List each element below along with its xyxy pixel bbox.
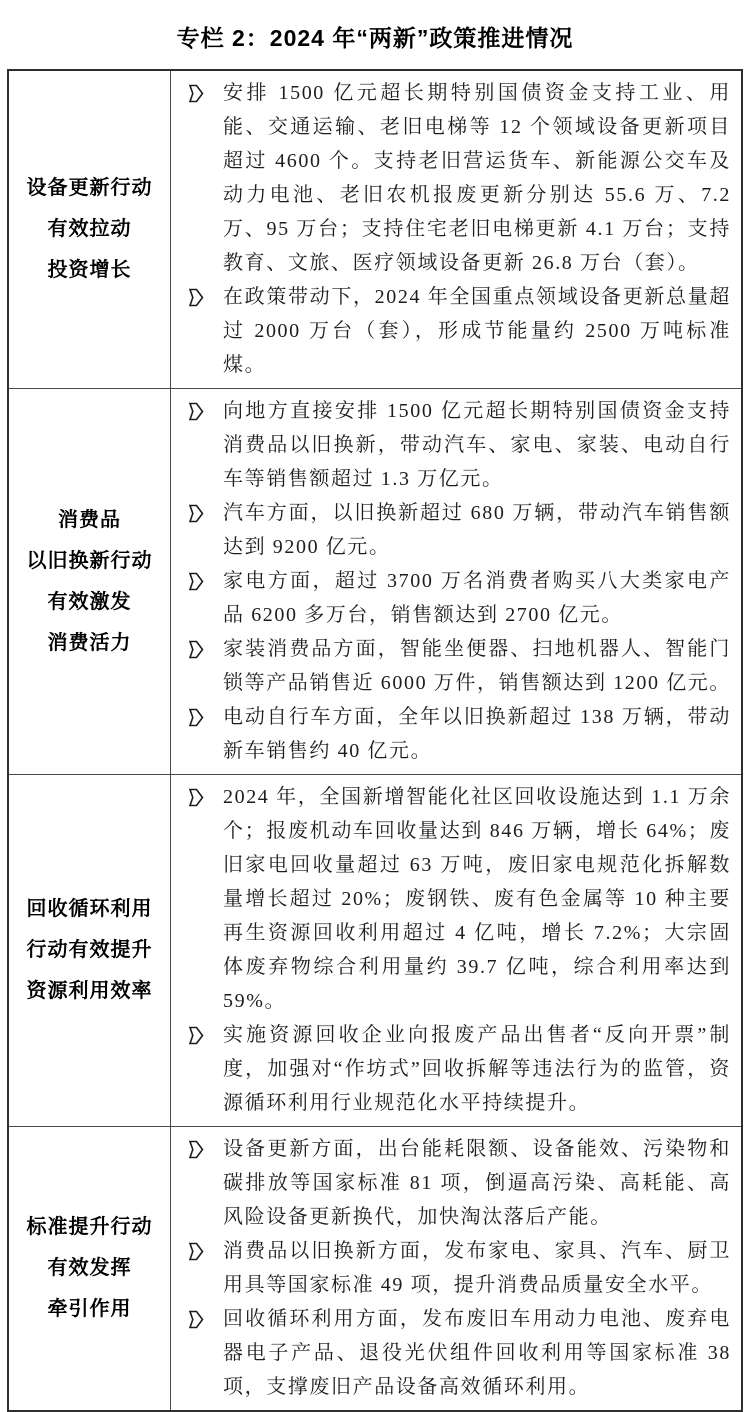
row-header-cell bbox=[9, 775, 171, 1126]
arrow-bullet-icon bbox=[187, 1139, 204, 1160]
arrow-bullet-icon bbox=[187, 1241, 204, 1262]
item-text: 2024 年，全国新增智能化社区回收设施达到 1.1 万余个；报废机动车回收量达到 846 万辆，增长 64%；废旧家电回收量超过 63 万吨，废旧家电规范化拆解数量增长超过 20%；废钢铁、废有色金属等 10 种主要再生资源回收利用超过 4 亿吨，增长 7.2%；大宗固体废弃物综合利用量约 39.7 亿吨，综合利用率达到 59%。 bbox=[223, 786, 731, 1012]
row-items bbox=[171, 71, 741, 388]
table-row bbox=[9, 1126, 741, 1410]
policy-table bbox=[7, 69, 743, 1412]
row-header-cell bbox=[9, 71, 171, 388]
arrow-bullet-icon bbox=[187, 1025, 204, 1046]
row-items bbox=[171, 389, 741, 774]
arrow-bullet-icon bbox=[187, 401, 204, 422]
list-item bbox=[187, 280, 731, 382]
item-text: 在政策带动下，2024 年全国重点领域设备更新总量超过 2000 万台（套），形成节能量约 2500 万吨标准煤。 bbox=[223, 286, 731, 376]
table-row bbox=[9, 388, 741, 774]
table-row bbox=[9, 774, 741, 1126]
arrow-bullet-icon bbox=[187, 503, 204, 524]
row-header-cell bbox=[9, 389, 171, 774]
item-text: 汽车方面，以旧换新超过 680 万辆，带动汽车销售额达到 9200 亿元。 bbox=[223, 502, 731, 558]
list-item bbox=[187, 76, 731, 280]
item-text: 向地方直接安排 1500 亿元超长期特别国债资金支持消费品以旧换新，带动汽车、家电、家装、电动自行车等销售额超过 1.3 万亿元。 bbox=[223, 400, 731, 490]
arrow-bullet-icon bbox=[187, 1309, 204, 1330]
row-header-line: 消费活力 bbox=[47, 631, 132, 654]
item-text: 回收循环利用方面，发布废旧车用动力电池、废弃电器电子产品、退役光伏组件回收利用等国家标准 38 项，支撑废旧产品设备高效循环利用。 bbox=[223, 1308, 731, 1398]
item-text: 实施资源回收企业向报废产品出售者“反向开票”制度，加强对“作坊式”回收拆解等违法行为的监管，资源循环利用行业规范化水平持续提升。 bbox=[223, 1024, 731, 1114]
list-item bbox=[187, 394, 731, 496]
row-items bbox=[171, 775, 741, 1126]
list-item bbox=[187, 1234, 731, 1302]
row-header-line: 消费品 bbox=[58, 508, 121, 531]
table-row bbox=[9, 71, 741, 388]
row-header-line: 有效发挥 bbox=[47, 1257, 132, 1279]
row-header-line: 投资增长 bbox=[47, 259, 132, 281]
item-text: 家电方面，超过 3700 万名消费者购买八大类家电产品 6200 多万台，销售额达到 2700 亿元。 bbox=[223, 570, 731, 626]
list-item bbox=[187, 564, 731, 632]
item-text: 电动自行车方面，全年以旧换新超过 138 万辆，带动新车销售约 40 亿元。 bbox=[223, 706, 731, 762]
item-text: 消费品以旧换新方面，发布家电、家具、汽车、厨卫用具等国家标准 49 项，提升消费品质量安全水平。 bbox=[223, 1240, 731, 1296]
row-header-line: 以旧换新行动 bbox=[26, 549, 153, 572]
page-title: 专栏 2：2024 年“两新”政策推进情况 bbox=[176, 25, 574, 51]
item-text: 家装消费品方面，智能坐便器、扫地机器人、智能门锁等产品销售近 6000 万件，销售额达到 1200 亿元。 bbox=[223, 638, 731, 694]
arrow-bullet-icon bbox=[187, 787, 204, 808]
row-header-line: 牵引作用 bbox=[47, 1298, 132, 1320]
list-item bbox=[187, 780, 731, 1018]
list-item bbox=[187, 1302, 731, 1404]
row-items bbox=[171, 1127, 741, 1410]
row-header-line: 有效激发 bbox=[47, 590, 132, 613]
arrow-bullet-icon bbox=[187, 639, 204, 660]
list-item bbox=[187, 1018, 731, 1120]
list-item bbox=[187, 1132, 731, 1234]
item-text: 安排 1500 亿元超长期特别国债资金支持工业、用能、交通运输、老旧电梯等 12 个领域设备更新项目超过 4600 个。支持老旧营运货车、新能源公交车及动力电池、老旧农机报废更新分别达 55.6 万、7.2 万、95 万台；支持住宅老旧电梯更新 4.1 万台；支持教育、文旅、医疗领域设备更新 26.8 万台（套）。 bbox=[223, 82, 731, 274]
row-header-line: 有效拉动 bbox=[47, 218, 132, 240]
row-header-cell bbox=[9, 1127, 171, 1410]
row-header-line: 回收循环利用 bbox=[26, 898, 153, 920]
row-header-line: 标准提升行动 bbox=[26, 1216, 153, 1238]
arrow-bullet-icon bbox=[187, 571, 204, 592]
list-item bbox=[187, 700, 731, 768]
arrow-bullet-icon bbox=[187, 83, 204, 104]
item-text: 设备更新方面，出台能耗限额、设备能效、污染物和碳排放等国家标准 81 项，倒逼高污染、高耗能、高风险设备更新换代，加快淘汰落后产能。 bbox=[223, 1138, 731, 1228]
arrow-bullet-icon bbox=[187, 707, 204, 728]
list-item bbox=[187, 496, 731, 564]
list-item bbox=[187, 632, 731, 700]
arrow-bullet-icon bbox=[187, 287, 204, 308]
row-header-line: 资源利用效率 bbox=[26, 980, 153, 1002]
row-header-line: 行动有效提升 bbox=[26, 939, 153, 961]
row-header-line: 设备更新行动 bbox=[26, 177, 153, 199]
